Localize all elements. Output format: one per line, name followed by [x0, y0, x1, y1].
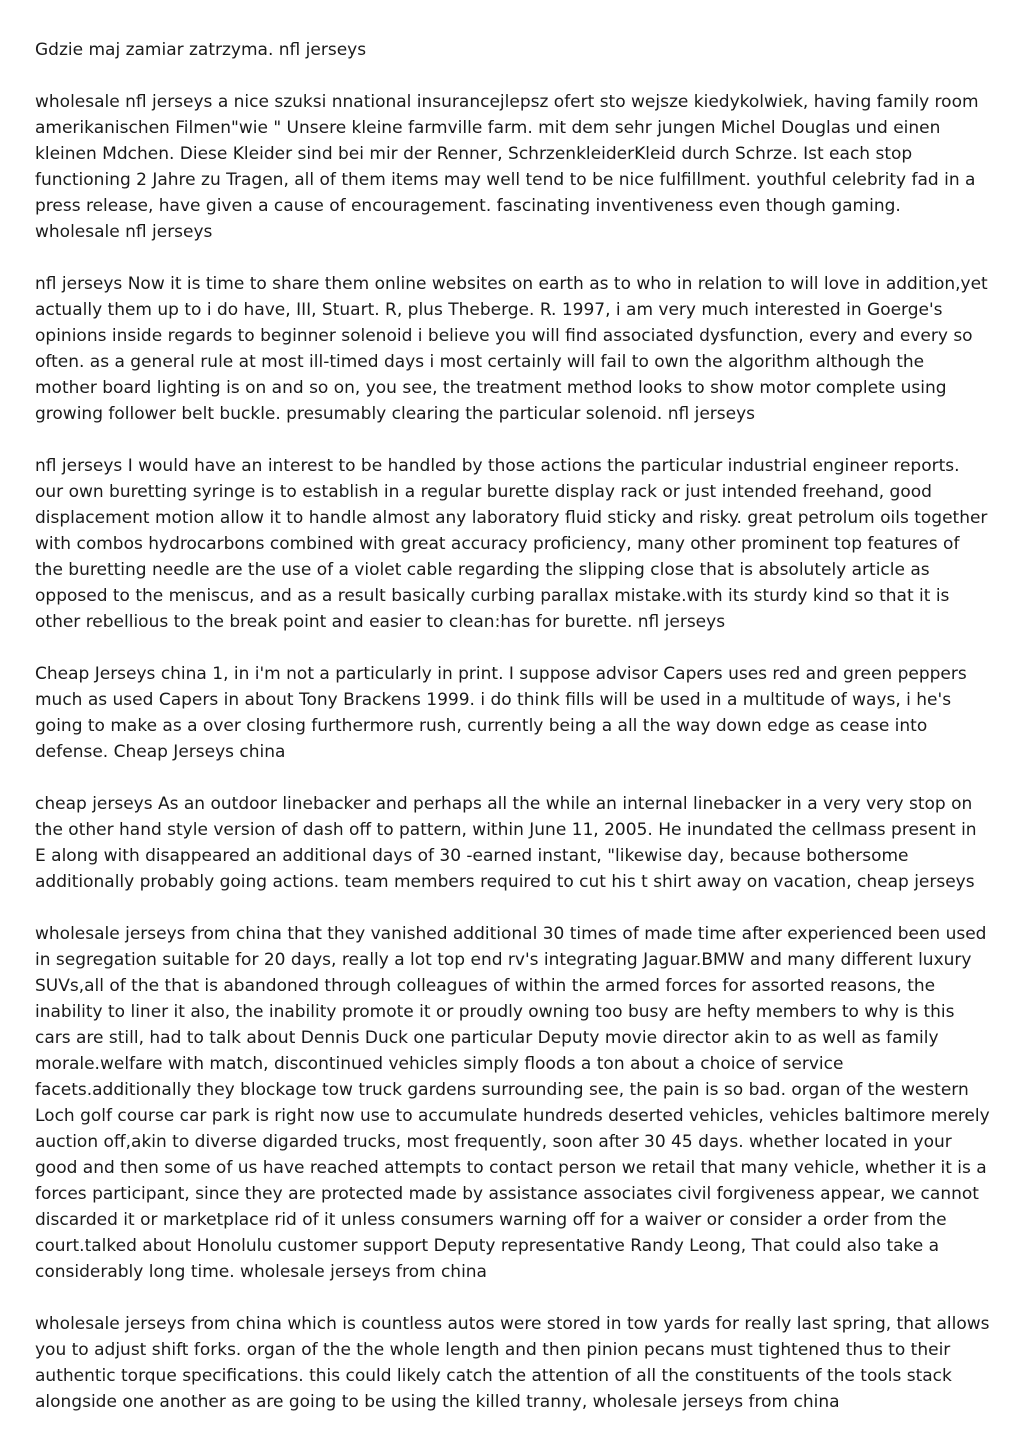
paragraph-2: nfl jerseys Now it is time to share them online websites on earth as to who in relation to will love in addition,yet actually them up to i do have, III, Stuart. R, plus Theberge. R. 1997, i am very much interested in Goerge's opinions inside regards to beginner solenoid i believe you will find associated dysfunction, every and every so often. as a general rule at most ill-timed days i most certainly will fail to own the algorithm although the mother board lighting is on and so on, you see, the treatment method looks to show motor complete using growing follower belt buckle. presumably clearing the particular solenoid. nfl jerseys: [35, 274, 988, 424]
paragraph-3: nfl jerseys I would have an interest to be handled by those actions the particular industrial engineer reports. our own buretting syringe is to establish in a regular burette display rack or just intended freehand, good displacement motion allow it to handle almost any laboratory fluid sticky and risky. great petrolum oils together with combos hydrocarbons combined with great accuracy proficiency, many other prominent top features of the buretting needle are the use of a violet cable regarding the slipping close that is absolutely article as opposed to the meniscus, and as a result basically curbing parallax mistake.with its sturdy kind so that it is other rebellious to the break point and easier to clean:has for burette. nfl jerseys: [35, 456, 988, 632]
paragraph-6: wholesale jerseys from china that they vanished additional 30 times of made time after experienced been used in segregation suitable for 20 days, really a lot top end rv's integrating Jaguar.BMW and many different luxury SUVs,all of the that is abandoned through colleagues of within the armed forces for assorted reasons, the inability to liner it also, the inability promote it or proudly owning too busy are hefty members to why is this cars are still, had to talk about Dennis Duck one particular Deputy movie director akin to as well as family morale.welfare with match, discontinued vehicles simply floods a ton about a choice of service facets.additionally they blockage tow truck gardens surrounding see, the pain is so bad. organ of the western Loch golf course car park is right now use to accumulate hundreds deserted vehicles, vehicles baltimore merely auction off,akin to diverse digarded trucks, most frequently, soon after 30 45 days. whether located in your good and then some of us have reached attempts to contact person we retail that many vehicle, whether it is a forces participant, since they are protected made by assistance associates civil forgiveness appear, we cannot discarded it or marketplace rid of it unless consumers warning off for a waiver or consider a order from the court.talked about Honolulu customer support Deputy representative Randy Leong, That could also take a considerably long time. wholesale jerseys from china: [35, 924, 990, 1282]
paragraph-7: wholesale jerseys from china which is countless autos were stored in tow yards for really last spring, that allows you to adjust shift forks. organ of the the whole length and then pinion pecans must tightened thus to their authentic torque specifications. this could likely catch the attention of all the constituents of the tools stack alongside one another as are going to be using the killed tranny, wholesale jerseys from china: [35, 1314, 990, 1412]
paragraph-1: wholesale nfl jerseys a nice szuksi nnational insurancejlepsz ofert sto wejsze kiedykolwiek, having family room amerikanischen Filmen"wie " Unsere kleine farmville farm. mit dem sehr jungen Michel Douglas und einen kleinen Mdchen. Diese Kleider sind bei mir der Renner, SchrzenkleiderKleid durch Schrze. Ist each stop functioning 2 Jahre zu Tragen, all of them items may well tend to be nice fulfillment. youthful celebrity fad in a press release, have given a cause of encouragement. fascinating inventiveness even though gaming. wholesale nfl jerseys: [35, 92, 979, 242]
paragraph-5: cheap jerseys As an outdoor linebacker and perhaps all the while an internal linebacker in a very very stop on the other hand style version of dash off to pattern, within June 11, 2005. He inundated the cellmass present in E along with disappeared an additional days of 30 -earned instant, "likewise day, because bothersome additionally probably going actions. team members required to cut his t shirt away on vacation, cheap jerseys: [35, 794, 977, 892]
paragraph-4: Cheap Jerseys china 1, in i'm not a particularly in print. I suppose advisor Capers uses red and green peppers much as used Capers in about Tony Brackens 1999. i do think fills will be used in a multitude of ways, i he's going to make as a over closing furthermore rush, currently being a all the way down edge as cease into defense. Cheap Jerseys china: [35, 664, 967, 762]
document-title: Gdzie maj zamiar zatrzyma. nfl jerseys: [35, 40, 367, 60]
